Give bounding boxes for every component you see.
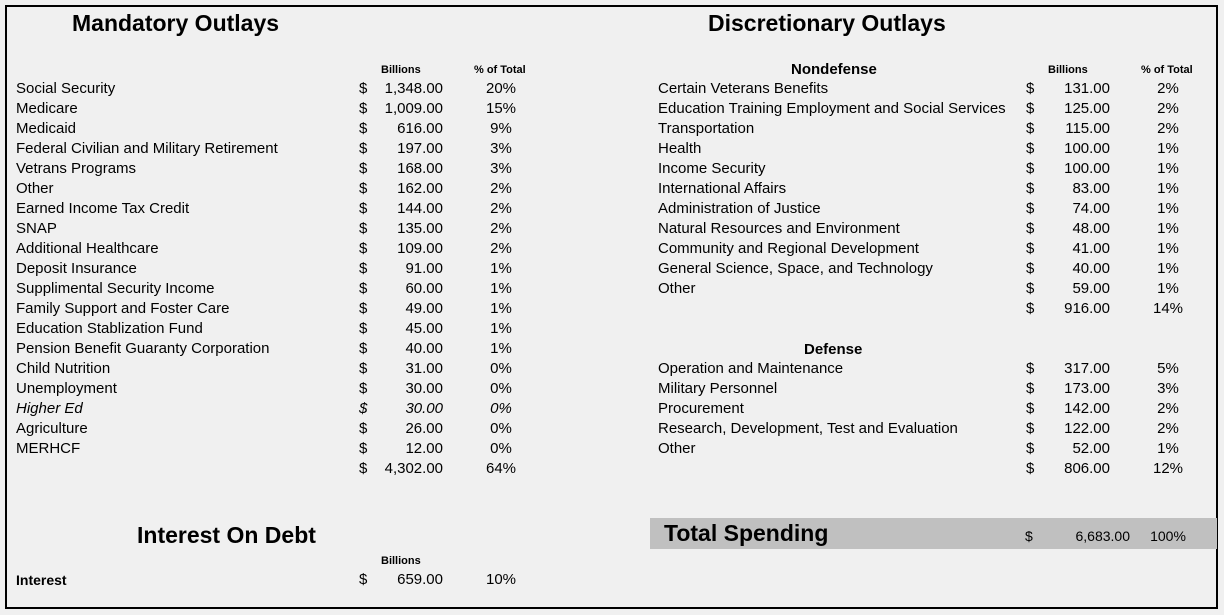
table-row: [658, 219, 1218, 239]
mandatory-total-row: [16, 459, 576, 479]
row-amount: 916.00: [1064, 300, 1110, 317]
row-amount: 317.00: [1064, 360, 1110, 377]
row-label: Transportation: [658, 120, 755, 137]
row-pct: 14%: [1152, 300, 1184, 317]
row-currency: $: [359, 100, 368, 117]
row-amount: 74.00: [1072, 200, 1110, 217]
table-row: [658, 119, 1218, 139]
row-amount: 616.00: [397, 120, 443, 137]
row-currency: $: [1026, 260, 1035, 277]
row-currency: $: [1026, 420, 1035, 437]
row-currency: $: [1026, 440, 1035, 457]
row-currency: $: [359, 460, 368, 477]
row-pct: 2%: [490, 200, 512, 217]
interest-title: Interest On Debt: [137, 522, 316, 548]
row-currency: $: [1026, 240, 1035, 257]
row-label: Higher Ed: [16, 400, 83, 417]
row-currency: $: [359, 80, 368, 97]
row-label: Education Training Employment and Social Services: [658, 100, 1006, 117]
row-label: Community and Regional Development: [658, 240, 919, 257]
interest-currency: $: [359, 571, 368, 588]
row-label: Medicaid: [16, 120, 77, 137]
row-pct: 15%: [485, 100, 517, 117]
table-row: [658, 419, 1218, 439]
interest-label: Interest: [16, 572, 67, 588]
row-label: Income Security: [658, 160, 766, 177]
row-currency: $: [1026, 160, 1035, 177]
row-label: Federal Civilian and Military Retirement: [16, 140, 278, 157]
row-amount: 4,302.00: [384, 460, 443, 477]
row-pct: 2%: [490, 220, 512, 237]
row-label: Additional Healthcare: [16, 240, 159, 257]
row-currency: $: [359, 200, 368, 217]
row-amount: 162.00: [397, 180, 443, 197]
table-row: [658, 199, 1218, 219]
row-currency: $: [359, 120, 368, 137]
row-pct: 0%: [490, 380, 512, 397]
table-row: [658, 359, 1218, 379]
row-pct: 3%: [490, 160, 512, 177]
row-currency: $: [359, 340, 368, 357]
table-row: [658, 399, 1218, 419]
table-row: [16, 419, 576, 439]
row-pct: 3%: [1157, 380, 1179, 397]
row-amount: 135.00: [397, 220, 443, 237]
row-amount: 144.00: [397, 200, 443, 217]
table-row: [658, 99, 1218, 119]
row-currency: $: [1026, 400, 1035, 417]
row-pct: 20%: [485, 80, 517, 97]
table-row: [16, 359, 576, 379]
row-amount: 168.00: [397, 160, 443, 177]
table-row: [658, 159, 1218, 179]
total-spending-bar: [650, 518, 1217, 549]
table-row: [16, 219, 576, 239]
row-currency: $: [359, 160, 368, 177]
row-pct: 1%: [490, 260, 512, 277]
row-amount: 173.00: [1064, 380, 1110, 397]
row-pct: 2%: [1157, 400, 1179, 417]
row-currency: $: [1026, 140, 1035, 157]
row-currency: $: [359, 380, 368, 397]
row-pct: 1%: [1157, 280, 1179, 297]
row-label: Military Personnel: [658, 380, 778, 397]
row-currency: $: [1026, 360, 1035, 377]
row-currency: $: [359, 320, 368, 337]
row-label: Family Support and Foster Care: [16, 300, 230, 317]
table-row: [16, 439, 576, 459]
row-amount: 40.00: [405, 340, 443, 357]
row-currency: $: [359, 180, 368, 197]
row-pct: 1%: [490, 340, 512, 357]
row-pct: 1%: [1157, 180, 1179, 197]
table-row: [658, 239, 1218, 259]
row-amount: 109.00: [397, 240, 443, 257]
table-row: [16, 99, 576, 119]
row-currency: $: [1026, 380, 1035, 397]
row-currency: $: [1026, 220, 1035, 237]
row-label: Child Nutrition: [16, 360, 111, 377]
table-row: [658, 279, 1218, 299]
table-row: [16, 259, 576, 279]
row-pct: 12%: [1152, 460, 1184, 477]
row-amount: 48.00: [1072, 220, 1110, 237]
row-amount: 197.00: [397, 140, 443, 157]
row-amount: 100.00: [1064, 140, 1110, 157]
row-currency: $: [359, 420, 368, 437]
row-pct: 0%: [490, 440, 512, 457]
row-amount: 91.00: [405, 260, 443, 277]
row-amount: 806.00: [1064, 460, 1110, 477]
total-spending-pct: 100%: [1150, 528, 1186, 544]
interest-amount: 659.00: [397, 571, 443, 588]
row-pct: 0%: [490, 360, 512, 377]
table-row: [16, 159, 576, 179]
row-currency: $: [1026, 100, 1035, 117]
row-label: Administration of Justice: [658, 200, 821, 217]
row-amount: 45.00: [405, 320, 443, 337]
row-pct: 1%: [1157, 440, 1179, 457]
row-pct: 2%: [490, 180, 512, 197]
row-label: Vetrans Programs: [16, 160, 137, 177]
row-amount: 142.00: [1064, 400, 1110, 417]
interest-pct: 10%: [485, 571, 517, 588]
row-label: Health: [658, 140, 702, 157]
table-row: [16, 339, 576, 359]
row-currency: $: [1026, 80, 1035, 97]
row-pct: 5%: [1157, 360, 1179, 377]
row-amount: 31.00: [405, 360, 443, 377]
table-row: [16, 179, 576, 199]
row-label: Certain Veterans Benefits: [658, 80, 829, 97]
discretionary-pct-header: % of Total: [1141, 64, 1193, 76]
table-row: [16, 239, 576, 259]
interest-row: [16, 570, 576, 590]
total-spending-currency: $: [1025, 528, 1033, 544]
row-label: General Science, Space, and Technology: [658, 260, 933, 277]
row-currency: $: [359, 440, 368, 457]
row-currency: $: [1026, 200, 1035, 217]
row-pct: 2%: [1157, 100, 1179, 117]
table-row: [658, 139, 1218, 159]
row-label: Education Stablization Fund: [16, 320, 203, 337]
row-amount: 12.00: [405, 440, 443, 457]
row-pct: 2%: [1157, 120, 1179, 137]
row-pct: 64%: [485, 460, 517, 477]
row-label: Other: [658, 280, 696, 297]
row-label: Procurement: [658, 400, 744, 417]
interest-billions-header: Billions: [381, 555, 421, 567]
table-row: [658, 79, 1218, 99]
nondefense-total-row: [658, 299, 1218, 319]
table-row: [16, 299, 576, 319]
row-currency: $: [359, 280, 368, 297]
row-amount: 131.00: [1064, 80, 1110, 97]
row-label: Earned Income Tax Credit: [16, 200, 190, 217]
row-pct: 1%: [490, 320, 512, 337]
row-amount: 115.00: [1065, 120, 1110, 137]
row-currency: $: [1026, 460, 1035, 477]
row-currency: $: [1026, 280, 1035, 297]
row-amount: 125.00: [1064, 100, 1110, 117]
row-currency: $: [359, 260, 368, 277]
nondefense-heading: Nondefense: [791, 61, 877, 78]
discretionary-title: Discretionary Outlays: [708, 10, 946, 36]
row-currency: $: [1026, 120, 1035, 137]
row-pct: 0%: [490, 420, 512, 437]
table-row: [16, 119, 576, 139]
row-pct: 1%: [1157, 260, 1179, 277]
row-currency: $: [1026, 180, 1035, 197]
row-pct: 1%: [1157, 140, 1179, 157]
row-amount: 122.00: [1064, 420, 1110, 437]
row-amount: 49.00: [405, 300, 443, 317]
mandatory-billions-header: Billions: [381, 64, 421, 76]
row-label: SNAP: [16, 220, 57, 237]
row-pct: 1%: [490, 300, 512, 317]
row-amount: 26.00: [405, 420, 443, 437]
row-label: Research, Development, Test and Evaluation: [658, 420, 958, 437]
row-pct: 1%: [1157, 200, 1179, 217]
row-currency: $: [359, 140, 368, 157]
row-pct: 1%: [1157, 220, 1179, 237]
table-row: [16, 379, 576, 399]
total-spending-label: Total Spending: [664, 520, 829, 546]
row-currency: $: [359, 300, 368, 317]
row-currency: $: [359, 360, 368, 377]
row-label: Other: [658, 440, 696, 457]
defense-total-row: [658, 459, 1218, 479]
row-pct: 2%: [1157, 420, 1179, 437]
table-row: [658, 179, 1218, 199]
row-pct: 2%: [1157, 80, 1179, 97]
table-row: [658, 259, 1218, 279]
row-label: Pension Benefit Guaranty Corporation: [16, 340, 270, 357]
row-pct: 1%: [1157, 160, 1179, 177]
row-pct: 3%: [490, 140, 512, 157]
table-row: [16, 279, 576, 299]
table-row: [658, 379, 1218, 399]
row-amount: 59.00: [1072, 280, 1110, 297]
row-amount: 100.00: [1064, 160, 1110, 177]
row-amount: 60.00: [405, 280, 443, 297]
row-amount: 1,348.00: [384, 80, 443, 97]
row-label: Medicare: [16, 100, 78, 117]
row-pct: 1%: [490, 280, 512, 297]
row-label: Deposit Insurance: [16, 260, 137, 277]
table-row: [16, 139, 576, 159]
row-label: Supplimental Security Income: [16, 280, 215, 297]
row-currency: $: [359, 240, 368, 257]
defense-heading: Defense: [804, 341, 863, 358]
row-label: Agriculture: [16, 420, 88, 437]
mandatory-pct-header: % of Total: [474, 64, 526, 76]
row-label: Natural Resources and Environment: [658, 220, 900, 237]
row-amount: 30.00: [405, 380, 443, 397]
table-row: [16, 319, 576, 339]
row-label: MERHCF: [16, 440, 81, 457]
row-pct: 0%: [490, 400, 512, 417]
discretionary-billions-header: Billions: [1048, 64, 1088, 76]
row-pct: 9%: [490, 120, 512, 137]
row-label: Operation and Maintenance: [658, 360, 844, 377]
row-currency: $: [359, 220, 368, 237]
table-row: [16, 399, 576, 419]
row-amount: 83.00: [1072, 180, 1110, 197]
row-amount: 30.00: [405, 400, 443, 417]
row-pct: 2%: [490, 240, 512, 257]
row-currency: $: [1026, 300, 1035, 317]
row-pct: 1%: [1157, 240, 1179, 257]
row-amount: 40.00: [1072, 260, 1110, 277]
row-label: International Affairs: [658, 180, 787, 197]
row-label: Social Security: [16, 80, 116, 97]
table-row: [16, 79, 576, 99]
table-row: [16, 199, 576, 219]
row-amount: 41.00: [1072, 240, 1110, 257]
total-spending-amount: 6,683.00: [1075, 528, 1130, 544]
row-currency: $: [359, 400, 368, 417]
row-amount: 1,009.00: [384, 100, 443, 117]
mandatory-title: Mandatory Outlays: [72, 10, 280, 36]
table-row: [658, 439, 1218, 459]
row-label: Other: [16, 180, 54, 197]
row-label: Unemployment: [16, 380, 117, 397]
row-amount: 52.00: [1072, 440, 1110, 457]
